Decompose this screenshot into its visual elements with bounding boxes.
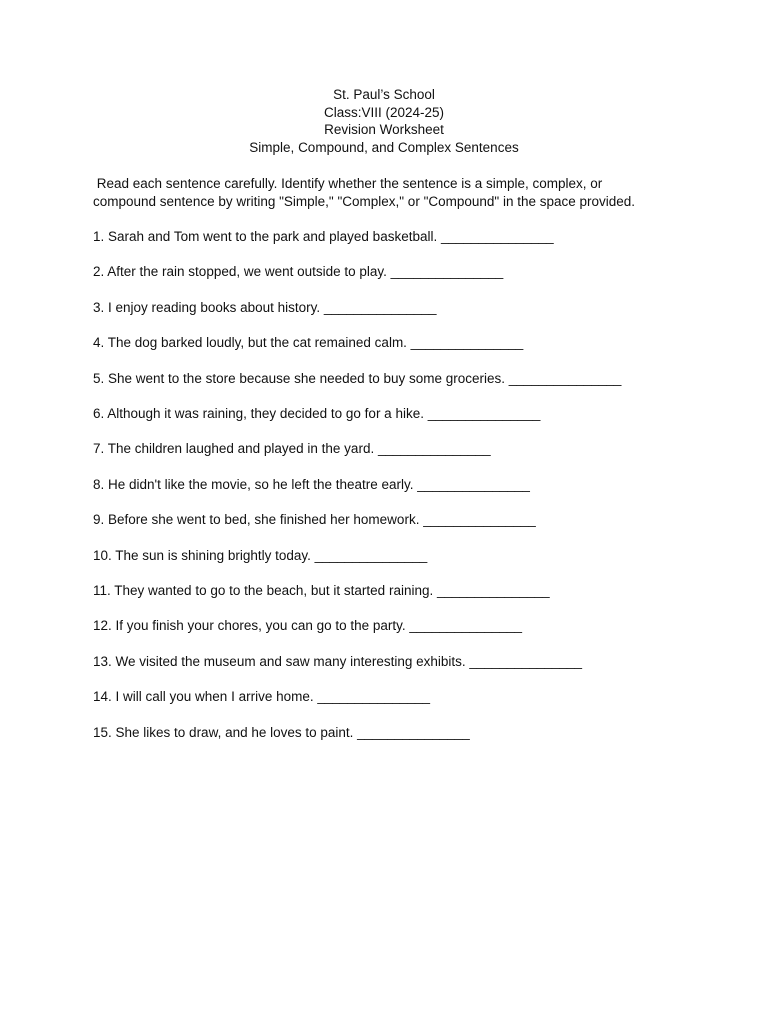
worksheet-type: Revision Worksheet xyxy=(324,122,444,137)
question-item: 15. She likes to draw, and he loves to paint. _______________ xyxy=(93,724,470,740)
worksheet-topic: Simple, Compound, and Complex Sentences xyxy=(249,139,519,155)
question-item: 1. Sarah and Tom went to the park and played basketball. _______________ xyxy=(93,229,554,244)
question-item: 12. If you finish your chores, you can go to the party. _______________ xyxy=(93,618,523,634)
question-item: 10. The sun is shining brightly today. _______________ xyxy=(93,547,428,563)
question-item: 8. He didn't like the movie, so he left the theatre early. _______________ xyxy=(93,476,530,492)
instructions-line-1: Read each sentence carefully. Identify whether the sentence is a simple, complex, or xyxy=(93,176,603,191)
question-item: 5. She went to the store because she needed to buy some groceries. _______________ xyxy=(93,370,622,386)
question-item: 4. The dog barked loudly, but the cat remained calm. _______________ xyxy=(93,335,524,351)
worksheet-header xyxy=(0,86,768,156)
question-item: 9. Before she went to bed, she finished her homework. _______________ xyxy=(93,512,536,528)
instructions xyxy=(93,175,693,210)
question-item: 11. They wanted to go to the beach, but it started raining. _______________ xyxy=(93,583,550,598)
question-item: 14. I will call you when I arrive home. _______________ xyxy=(93,689,430,705)
question-item: 6. Although it was raining, they decided to go for a hike. _______________ xyxy=(93,406,541,421)
question-item: 7. The children laughed and played in the yard. _______________ xyxy=(93,441,491,457)
school-name: St. Paul’s School xyxy=(333,87,435,102)
instructions-line-2: compound sentence by writing "Simple," "Complex," or "Compound" in the space provided. xyxy=(93,193,636,209)
question-item: 13. We visited the museum and saw many interesting exhibits. _______________ xyxy=(93,653,583,669)
question-item: 3. I enjoy reading books about history. _______________ xyxy=(93,299,437,315)
question-item: 2. After the rain stopped, we went outside to play. _______________ xyxy=(93,264,504,280)
class-line: Class:VIII (2024-25) xyxy=(323,104,445,120)
